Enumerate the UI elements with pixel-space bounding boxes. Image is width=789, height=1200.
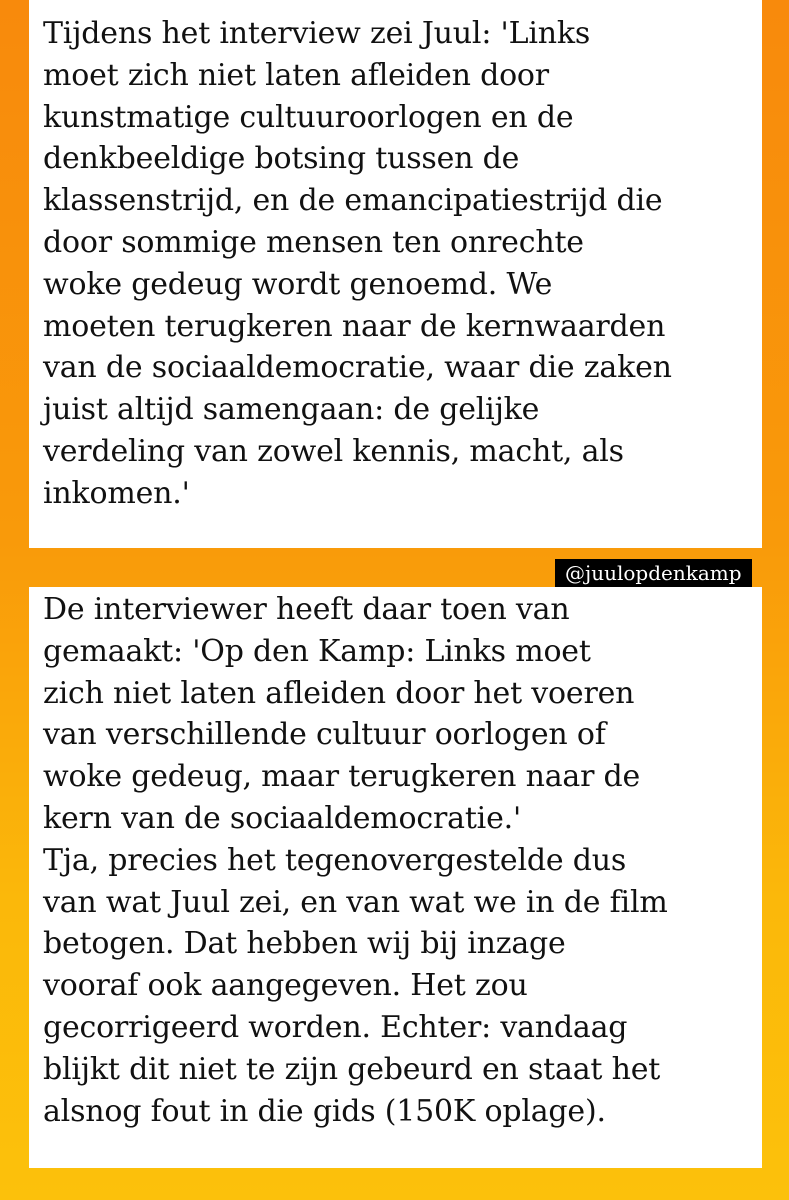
explanation-paragraph-2: Tja, precies het tegenovergestelde dus van wat Juul zei, en van wat we in de film betogen. Dat hebben wij bij inzage vooraf ook aangegeven. Het zou gecorrigeerd worden. Echter: vandaag blijkt dit niet te zijn gebeurd en staat het alsnog fout in die gids (150K oplage). (43, 842, 668, 1129)
explanation-text-box (29, 587, 762, 1168)
quote-text: Tijdens het interview zei Juul: 'Links moet zich niet laten afleiden door kunstmatige cultuuroorlogen en de denkbeeldige botsing tussen de klassenstrijd, en de emancipatiestrijd die door sommige mensen ten onrechte woke gedeug wordt genoemd. We moeten terugkeren naar de kernwaarden van de sociaaldemocratie, waar die zaken juist altijd samengaan: de gelijke verdeling van zowel kennis, macht, als inkomen.' (43, 16, 672, 511)
quote-text-box (29, 0, 762, 548)
mention-tag-label: @juulopdenkamp (565, 561, 742, 585)
explanation-paragraph-1: De interviewer heeft daar toen van gemaakt: 'Op den Kamp: Links moet zich niet laten afleiden door het voeren van verschillende cultuur oorlogen of woke gedeug, maar terugkeren naar de kern van de sociaaldemocratie.' (43, 592, 641, 836)
mention-tag[interactable] (555, 559, 752, 587)
